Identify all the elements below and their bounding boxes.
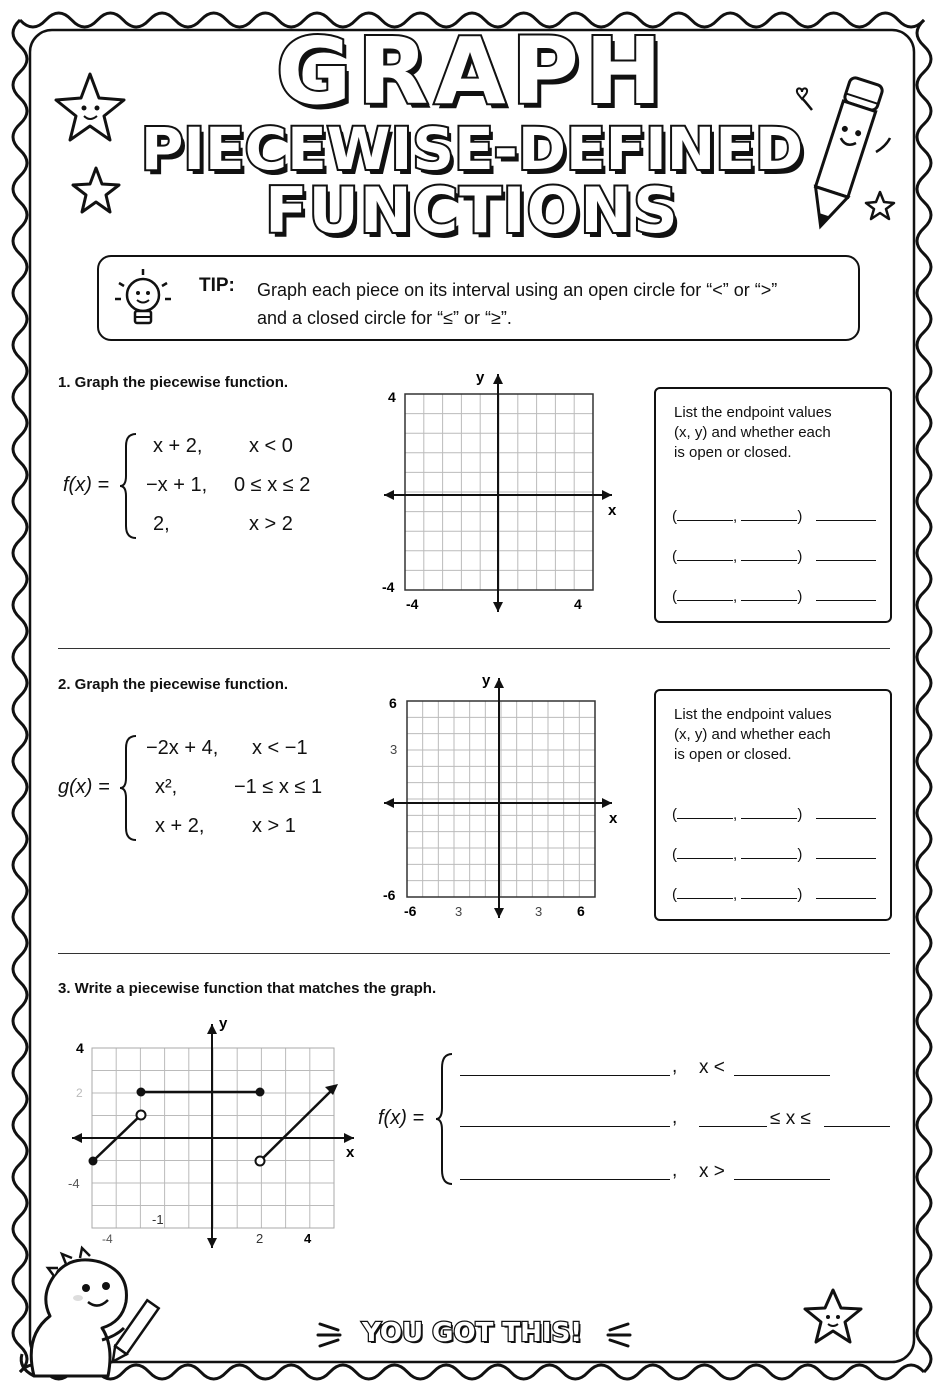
q1-endpoint-prompt: List the endpoint values (x, y) and whether each is open or closed. <box>674 404 832 461</box>
q1-title: 1. Graph the piecewise function. <box>58 374 289 391</box>
q2-endpoint-prompt: List the endpoint values (x, y) and whether each is open or closed. <box>674 706 832 763</box>
q3-cond-blank-3[interactable] <box>734 1179 830 1180</box>
q2-endpoint-row-1[interactable]: ( , ) <box>672 805 876 823</box>
footer-encouragement: YOU GOT THIS! <box>362 1318 583 1348</box>
tip-line-2: and a closed circle for “≤” or “≥”. <box>257 308 512 328</box>
tip-line-1: Graph each piece on its interval using an open circle for “<” or “>” <box>257 280 778 300</box>
q2-y-bottom-tick: -6 <box>383 887 396 903</box>
tip-label: TIP: <box>199 275 235 296</box>
q3-cond-2: ≤ x ≤ <box>770 1108 811 1129</box>
q1-y-label: y <box>476 369 485 386</box>
q3-x-two-tick: 2 <box>256 1231 264 1246</box>
q3-y-label: y <box>219 1015 228 1032</box>
q2-x-left-mid-tick: 3 <box>455 904 463 919</box>
tip-box <box>97 255 860 341</box>
q2-grid-lines <box>407 701 595 897</box>
q2-x-right-mid-tick: 3 <box>535 904 543 919</box>
border-wave <box>13 20 27 1372</box>
q3-graph <box>64 1012 364 1252</box>
q3-x-four-tick: 4 <box>304 1231 312 1246</box>
q3-closed-endpoint-mid-right <box>256 1088 265 1097</box>
q3-expr-blank-2[interactable] <box>460 1126 670 1127</box>
q3-function-name: f(x) = <box>378 1107 425 1129</box>
title-line-graph: GRAPH <box>276 18 668 125</box>
tip-text <box>257 276 847 332</box>
q1-piece-1-expr: x + 2, <box>153 435 203 457</box>
q1-function-name: f(x) = <box>63 474 110 496</box>
title-line-piecewise: PIECEWISE-DEFINED <box>140 115 804 183</box>
lightbulb-icon <box>107 265 179 337</box>
q1-endpoint-row-2[interactable]: ( , ) <box>672 547 876 565</box>
q3-comma-1: , <box>672 1056 678 1077</box>
q3-comma-3: , <box>672 1160 678 1181</box>
q2-piece-3-cond: x > 1 <box>252 815 296 837</box>
q2-x-right-tick: 6 <box>577 903 585 919</box>
q1-piece-3-expr: 2, <box>153 513 170 535</box>
q2-title: 2. Graph the piecewise function. <box>58 676 289 693</box>
worksheet-title <box>140 18 804 247</box>
q2-piece-2-expr: x², <box>155 776 178 798</box>
q1-endpoint-row-1[interactable]: ( , ) <box>672 507 876 525</box>
q2-function-name: g(x) = <box>58 776 110 798</box>
q3-cond-1: x < <box>699 1057 725 1078</box>
q2-x-left-tick: -6 <box>404 903 417 919</box>
q2-endpoint-box <box>654 689 892 921</box>
q1-piece-3-cond: x > 2 <box>249 513 293 535</box>
pencil-character-icon <box>790 66 900 236</box>
q3-brace <box>434 1052 456 1186</box>
q2-piece-1-cond: x < −1 <box>252 737 308 759</box>
q2-endpoint-row-2[interactable]: ( , ) <box>672 845 876 863</box>
title-line-functions: FUNCTIONS <box>265 174 679 247</box>
q3-y-mid-tick: 2 <box>76 1086 83 1100</box>
q2-piece-2-cond: −1 ≤ x ≤ 1 <box>234 776 323 798</box>
q1-x-right-tick: 4 <box>574 596 582 612</box>
q2-piece-1-expr: −2x + 4, <box>146 737 219 759</box>
q1-coordinate-grid[interactable] <box>380 366 630 618</box>
q2-piece-3-expr: x + 2, <box>155 815 205 837</box>
q3-y-bottom-tick: -4 <box>68 1176 80 1191</box>
q3-expr-blank-1[interactable] <box>460 1075 670 1076</box>
q1-y-top-tick: 4 <box>388 389 396 405</box>
q3-comma-2: , <box>672 1107 678 1128</box>
q1-brace <box>118 432 140 540</box>
q2-brace <box>118 734 140 842</box>
q1-piece-2-cond: 0 ≤ x ≤ 2 <box>234 474 311 496</box>
border-wave <box>917 20 931 1372</box>
q1-endpoint-box <box>654 387 892 623</box>
q2-y-label: y <box>482 672 491 689</box>
q3-x-left-tick: -4 <box>102 1232 113 1246</box>
q3-closed-endpoint-left <box>89 1157 98 1166</box>
q2-endpoint-row-3[interactable]: ( , ) <box>672 885 876 903</box>
separator-2 <box>58 953 890 954</box>
q3-open-endpoint-left <box>137 1111 146 1120</box>
q2-y-top-tick: 6 <box>389 695 397 711</box>
q3-title: 3. Write a piecewise function that matches the graph. <box>58 980 437 997</box>
q1-piece-1-cond: x < 0 <box>249 435 293 457</box>
q1-x-left-tick: -4 <box>406 596 419 612</box>
q3-cond-3: x > <box>699 1161 725 1182</box>
star-icon <box>800 1286 866 1348</box>
q2-coordinate-grid[interactable] <box>380 668 630 922</box>
q1-y-bottom-tick: -4 <box>382 579 395 595</box>
q3-piece-right-ray <box>260 1090 332 1161</box>
dinosaur-icon <box>14 1236 164 1382</box>
q3-expr-blank-3[interactable] <box>460 1179 670 1180</box>
q3-y-top-tick: 4 <box>76 1040 84 1056</box>
q3-open-endpoint-right <box>256 1157 265 1166</box>
separator-1 <box>58 648 890 649</box>
q1-x-label: x <box>608 502 617 519</box>
q3-x-label: x <box>346 1144 355 1161</box>
q1-endpoint-row-3[interactable]: ( , ) <box>672 587 876 605</box>
q2-x-label: x <box>609 810 618 827</box>
q3-closed-endpoint-mid-left <box>137 1088 146 1097</box>
q2-y-mid-tick: 3 <box>390 742 398 757</box>
q3-x-neg-one-tick: -1 <box>152 1212 164 1227</box>
star-icon <box>52 70 128 220</box>
q3-cond-blank-2a[interactable] <box>699 1126 767 1127</box>
q3-cond-blank-1[interactable] <box>734 1075 830 1076</box>
q3-cond-blank-2b[interactable] <box>824 1126 890 1127</box>
q1-piece-2-expr: −x + 1, <box>146 474 208 496</box>
